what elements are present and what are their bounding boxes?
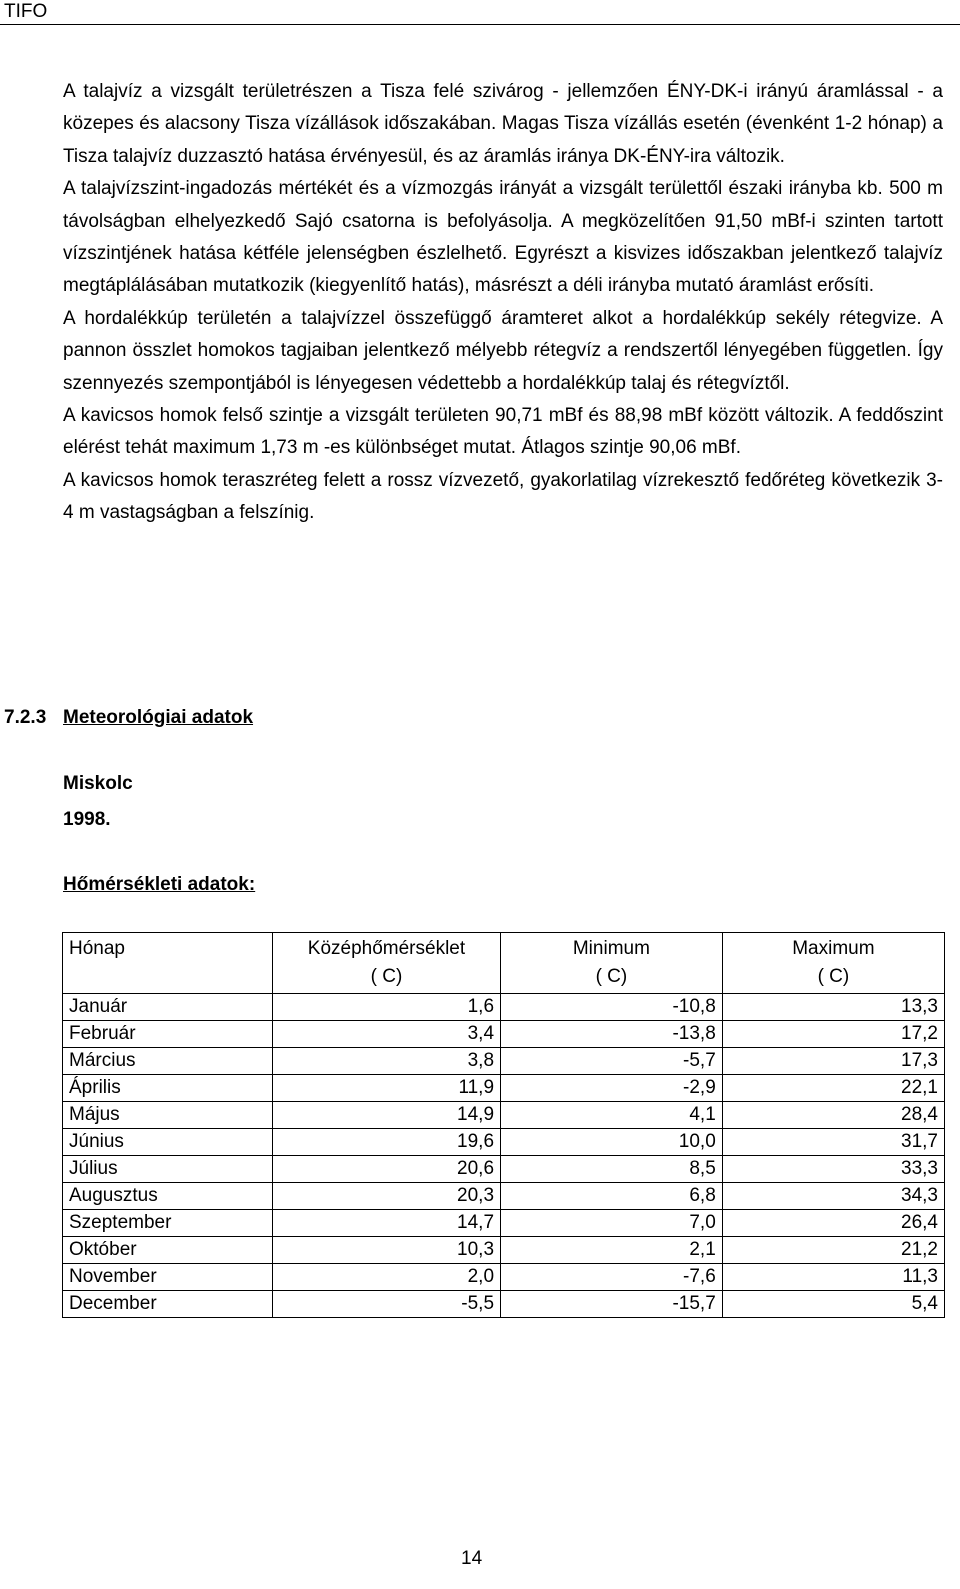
- cell-avg: 20,6: [272, 1156, 500, 1183]
- table-header-row: [63, 933, 945, 994]
- paragraph: A talajvíz a vizsgált területrészen a Tisza felé szivárog - jellemzően ÉNY-DK-i irányú áramlással - a közepes és alacsony Tisza vízállások időszakában. Magas Tisza vízállás esetén (évenként 1-2 hónap) a Tisza talajvíz duzzasztó hatása érvényesül, és az áramlás iránya DK-ÉNY-ira változik.: [63, 81, 943, 167]
- cell-max: 21,2: [722, 1237, 944, 1264]
- cell-min: 10,0: [501, 1129, 723, 1156]
- cell-month: Január: [63, 994, 273, 1021]
- table-row: [63, 1129, 945, 1156]
- cell-max: 28,4: [722, 1102, 944, 1129]
- page-number: 14: [461, 1548, 483, 1569]
- cell-avg: 14,7: [272, 1210, 500, 1237]
- cell-avg: -5,5: [272, 1291, 500, 1318]
- cell-avg: 2,0: [272, 1264, 500, 1291]
- page-header: [0, 0, 960, 25]
- paragraph: A hordalékkúp területén a talajvízzel összefüggő áramteret alkot a hordalékkúp sekély rétegvize. A pannon összlet homokos tagjaiban jelentkező mélyebb rétegvíz a rendszertől lényegében független. Így szennyezés szempontjából is lényegesen védettebb a hordalékkúp talaj és rétegvíztől.: [63, 307, 943, 394]
- cell-avg: 3,4: [272, 1021, 500, 1048]
- cell-max: 17,2: [722, 1021, 944, 1048]
- cell-avg: 3,8: [272, 1048, 500, 1075]
- cell-avg: 20,3: [272, 1183, 500, 1210]
- table-row: [63, 1210, 945, 1237]
- header-month: Hónap: [63, 933, 273, 994]
- cell-month: Szeptember: [63, 1210, 273, 1237]
- temperature-table: [62, 932, 945, 1318]
- cell-max: 11,3: [722, 1264, 944, 1291]
- cell-avg: 11,9: [272, 1075, 500, 1102]
- cell-month: Május: [63, 1102, 273, 1129]
- header-avg: Középhőmérséklet ( C): [272, 933, 500, 994]
- table-row: [63, 1237, 945, 1264]
- body-text: [63, 76, 943, 530]
- cell-avg: 14,9: [272, 1102, 500, 1129]
- cell-min: 6,8: [501, 1183, 723, 1210]
- cell-min: -15,7: [501, 1291, 723, 1318]
- cell-max: 33,3: [722, 1156, 944, 1183]
- section-heading: [4, 707, 253, 729]
- cell-min: -2,9: [501, 1075, 723, 1102]
- table-row: [63, 1048, 945, 1075]
- cell-min: 7,0: [501, 1210, 723, 1237]
- paragraph: A kavicsos homok teraszréteg felett a rossz vízvezető, gyakorlatilag vízrekesztő fedőréteg következik 3-4 m vastagságban a felszínig.: [63, 469, 943, 524]
- header-min: Minimum ( C): [501, 933, 723, 994]
- table-row: [63, 994, 945, 1021]
- header-title: TIFO: [4, 1, 48, 22]
- cell-month: Október: [63, 1237, 273, 1264]
- cell-month: November: [63, 1264, 273, 1291]
- section-title: Meteorológiai adatok: [63, 707, 254, 728]
- cell-min: 8,5: [501, 1156, 723, 1183]
- cell-avg: 10,3: [272, 1237, 500, 1264]
- cell-max: 13,3: [722, 994, 944, 1021]
- cell-month: Július: [63, 1156, 273, 1183]
- table-row: [63, 1102, 945, 1129]
- paragraph: A talajvízszint-ingadozás mértékét és a vízmozgás irányát a vizsgált területtől északi irányba kb. 500 m távolságban elhelyezkedő Sajó csatorna is befolyásolja. A megközelítően 91,50 mBf-i szinten tartott vízszintjének hatása kétféle jelenségben észlelhető. Egyrészt a kisvizes időszakban jelentkező talajvíz megtáplálásában mutatkozik (kiegyenlítő hatás), másrészt a déli irányba mutató áramlást erősíti.: [63, 178, 943, 297]
- cell-avg: 19,6: [272, 1129, 500, 1156]
- cell-max: 5,4: [722, 1291, 944, 1318]
- cell-month: Március: [63, 1048, 273, 1075]
- cell-max: 22,1: [722, 1075, 944, 1102]
- cell-month: Február: [63, 1021, 273, 1048]
- cell-min: 4,1: [501, 1102, 723, 1129]
- cell-max: 26,4: [722, 1210, 944, 1237]
- section-number: 7.2.3: [4, 707, 47, 728]
- cell-month: Augusztus: [63, 1183, 273, 1210]
- cell-month: Április: [63, 1075, 273, 1102]
- table-subtitle: Hőmérsékleti adatok:: [63, 874, 256, 895]
- table-row: [63, 1291, 945, 1318]
- paragraph: A kavicsos homok felső szintje a vizsgált területen 90,71 mBf és 88,98 mBf között változik. A feddőszint elérést tehát maximum 1,73 m -es különbséget mutat. Átlagos szintje 90,06 mBf.: [63, 405, 943, 459]
- header-max: Maximum ( C): [722, 933, 944, 994]
- cell-max: 17,3: [722, 1048, 944, 1075]
- table-row: [63, 1156, 945, 1183]
- table-row: [63, 1183, 945, 1210]
- cell-max: 34,3: [722, 1183, 944, 1210]
- cell-min: -5,7: [501, 1048, 723, 1075]
- cell-min: 2,1: [501, 1237, 723, 1264]
- table-row: [63, 1021, 945, 1048]
- table-row: [63, 1075, 945, 1102]
- year-label: 1998.: [63, 809, 111, 830]
- cell-min: -13,8: [501, 1021, 723, 1048]
- cell-avg: 1,6: [272, 994, 500, 1021]
- cell-min: -7,6: [501, 1264, 723, 1291]
- city-name: Miskolc: [63, 773, 133, 794]
- cell-month: December: [63, 1291, 273, 1318]
- cell-min: -10,8: [501, 994, 723, 1021]
- table-row: [63, 1264, 945, 1291]
- cell-max: 31,7: [722, 1129, 944, 1156]
- cell-month: Június: [63, 1129, 273, 1156]
